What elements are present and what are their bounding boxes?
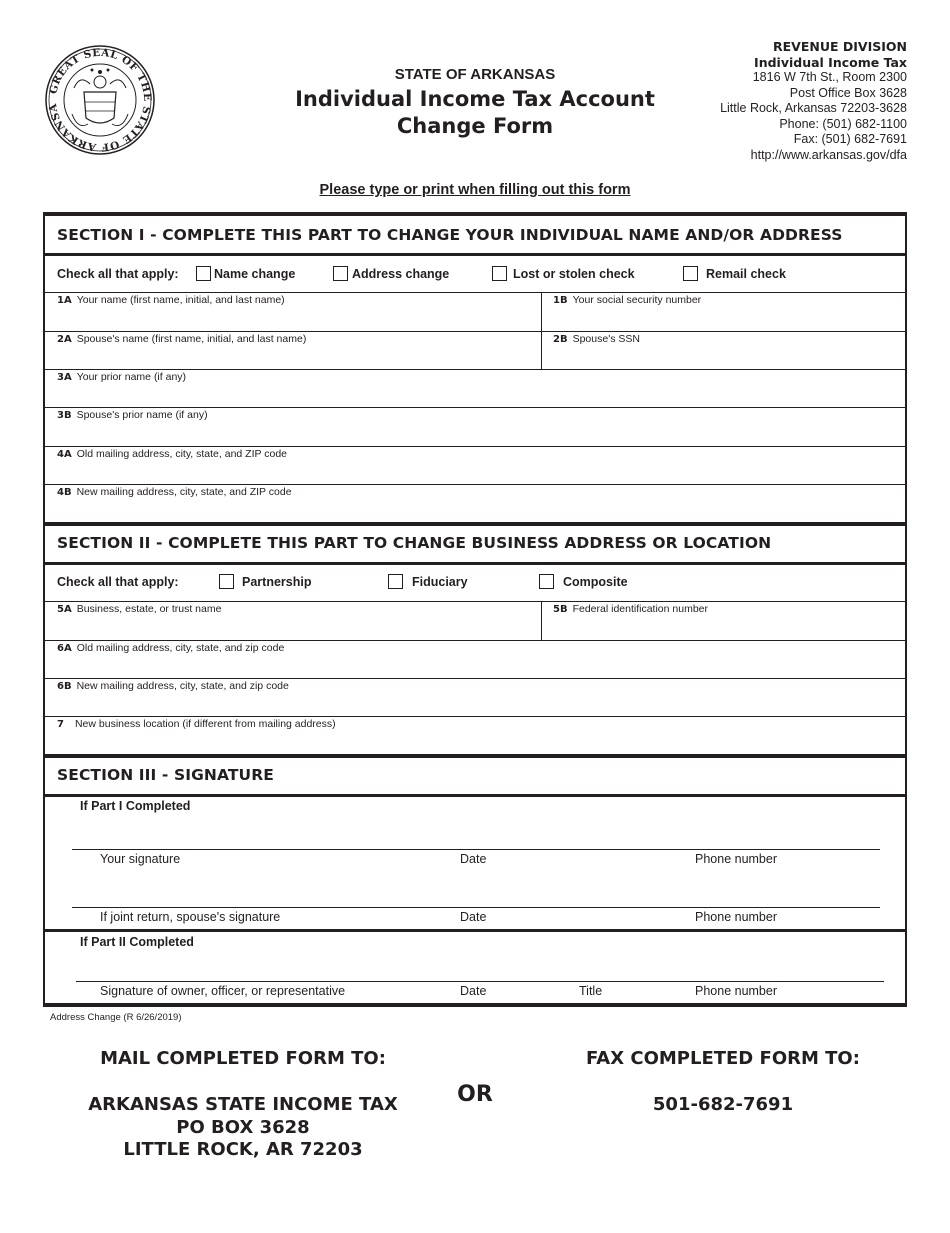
divider — [45, 562, 905, 565]
composite-label: Composite — [563, 575, 628, 589]
field-1a[interactable]: 1A Your name (first name, initial, and last name) — [57, 294, 285, 306]
phone-number-label: Phone number — [695, 852, 778, 866]
phone-number-label: Phone number — [695, 910, 778, 924]
divider — [45, 484, 905, 485]
city-state-zip: Little Rock, Arkansas 72203-3628 — [720, 101, 907, 115]
remail-check-checkbox[interactable] — [683, 266, 698, 281]
lost-stolen-check-checkbox[interactable] — [492, 266, 507, 281]
date-label: Date — [460, 852, 487, 866]
partnership-checkbox[interactable] — [219, 574, 234, 589]
composite-checkbox[interactable] — [539, 574, 554, 589]
divider — [45, 212, 905, 216]
street-address: 1816 W 7th St., Room 2300 — [752, 70, 907, 84]
agency-address-block — [720, 39, 907, 163]
remail-check-label: Remail check — [706, 267, 786, 281]
section1-check-label: Check all that apply: — [57, 267, 179, 281]
field-5a[interactable]: 5A Business, estate, or trust name — [57, 603, 222, 615]
signature-line[interactable] — [72, 849, 880, 850]
mail-address — [60, 1094, 426, 1162]
mail-address-line2: PO BOX 3628 — [176, 1116, 310, 1138]
field-6a[interactable]: 6A Old mailing address, city, state, and zip code — [57, 642, 285, 654]
mail-heading: MAIL COMPLETED FORM TO: — [100, 1048, 386, 1069]
signature-line[interactable] — [76, 981, 884, 982]
form-box — [43, 212, 907, 1007]
section2-title: SECTION II - COMPLETE THIS PART TO CHANGE BUSINESS ADDRESS OR LOCATION — [57, 534, 772, 552]
field-3a[interactable]: 3A Your prior name (if any) — [57, 371, 187, 383]
part2-heading: If Part II Completed — [80, 935, 194, 949]
state-name: STATE OF ARKANSAS — [394, 66, 556, 83]
divider — [541, 601, 542, 640]
divider — [45, 369, 905, 370]
divider — [45, 601, 905, 602]
divider — [45, 253, 905, 256]
date-label: Date — [460, 984, 487, 998]
department-name: Individual Income Tax — [754, 54, 907, 70]
name-change-checkbox[interactable] — [196, 266, 211, 281]
or-separator: OR — [457, 1082, 493, 1107]
signature-line[interactable] — [72, 907, 880, 908]
divider — [45, 446, 905, 447]
form-revision-note: Address Change (R 6/26/2019) — [50, 1012, 182, 1023]
divider — [45, 678, 905, 679]
section3-title: SECTION III - SIGNATURE — [57, 766, 274, 784]
divider — [45, 1003, 905, 1007]
field-2a[interactable]: 2A Spouse's name (first name, initial, and last name) — [57, 333, 307, 345]
phone: Phone: (501) 682-1100 — [779, 116, 907, 131]
divider — [45, 754, 905, 758]
your-signature-label: Your signature — [100, 852, 181, 866]
spouse-signature-label: If joint return, spouse's signature — [100, 910, 281, 924]
field-3b[interactable]: 3B Spouse's prior name (if any) — [57, 409, 208, 421]
fax: Fax: (501) 682-7691 — [793, 132, 907, 146]
lost-stolen-check-label: Lost or stolen check — [513, 267, 635, 281]
seal-text: GREAT SEAL OF THE STATE OF ARKANSA — [47, 46, 154, 154]
partnership-label: Partnership — [242, 575, 312, 589]
section1-title: SECTION I - COMPLETE THIS PART TO CHANGE YOUR INDIVIDUAL NAME AND/OR ADDRESS — [57, 226, 843, 244]
field-7[interactable]: 7 New business location (if different from mailing address) — [57, 718, 336, 730]
fiduciary-label: Fiduciary — [412, 575, 468, 589]
fax-heading: FAX COMPLETED FORM TO: — [586, 1048, 860, 1069]
title-label: Title — [579, 984, 603, 998]
form-title-line2: Change Form — [396, 114, 554, 138]
field-5b[interactable]: 5B Federal identification number — [553, 603, 709, 615]
fax-number: 501-682-7691 — [652, 1094, 794, 1115]
section2-check-label: Check all that apply: — [57, 575, 179, 589]
state-seal — [44, 44, 156, 156]
divider — [45, 716, 905, 717]
field-2b[interactable]: 2B Spouse's SSN — [553, 333, 640, 345]
instruction: Please type or print when filling out this form — [319, 182, 631, 198]
part1-heading: If Part I Completed — [80, 799, 191, 813]
divider — [45, 640, 905, 641]
field-4a[interactable]: 4A Old mailing address, city, state, and ZIP code — [57, 448, 288, 460]
form-title — [270, 86, 680, 140]
mail-address-line1: ARKANSAS STATE INCOME TAX — [88, 1094, 398, 1115]
po-box: Post Office Box 3628 — [789, 85, 907, 100]
field-4b[interactable]: 4B New mailing address, city, state, and ZIP code — [57, 486, 292, 498]
divider — [45, 407, 905, 408]
address-change-checkbox[interactable] — [333, 266, 348, 281]
website-link[interactable]: http://www.arkansas.gov/dfa — [750, 147, 907, 162]
field-6b[interactable]: 6B New mailing address, city, state, and zip code — [57, 680, 289, 692]
fiduciary-checkbox[interactable] — [388, 574, 403, 589]
divider — [45, 929, 905, 932]
phone-number-label: Phone number — [695, 984, 778, 998]
divider — [45, 522, 905, 526]
address-change-label: Address change — [352, 267, 450, 281]
divider — [45, 292, 905, 293]
field-1b[interactable]: 1B Your social security number — [553, 294, 702, 306]
divider — [45, 794, 905, 797]
division-name: REVENUE DIVISION — [773, 39, 907, 54]
date-label: Date — [460, 910, 487, 924]
owner-signature-label: Signature of owner, officer, or representative — [100, 984, 346, 998]
form-title-line1: Individual Income Tax Account — [295, 87, 655, 111]
name-change-label: Name change — [214, 267, 296, 281]
mail-address-line3: LITTLE ROCK, AR 72203 — [123, 1139, 363, 1160]
divider — [45, 331, 905, 332]
